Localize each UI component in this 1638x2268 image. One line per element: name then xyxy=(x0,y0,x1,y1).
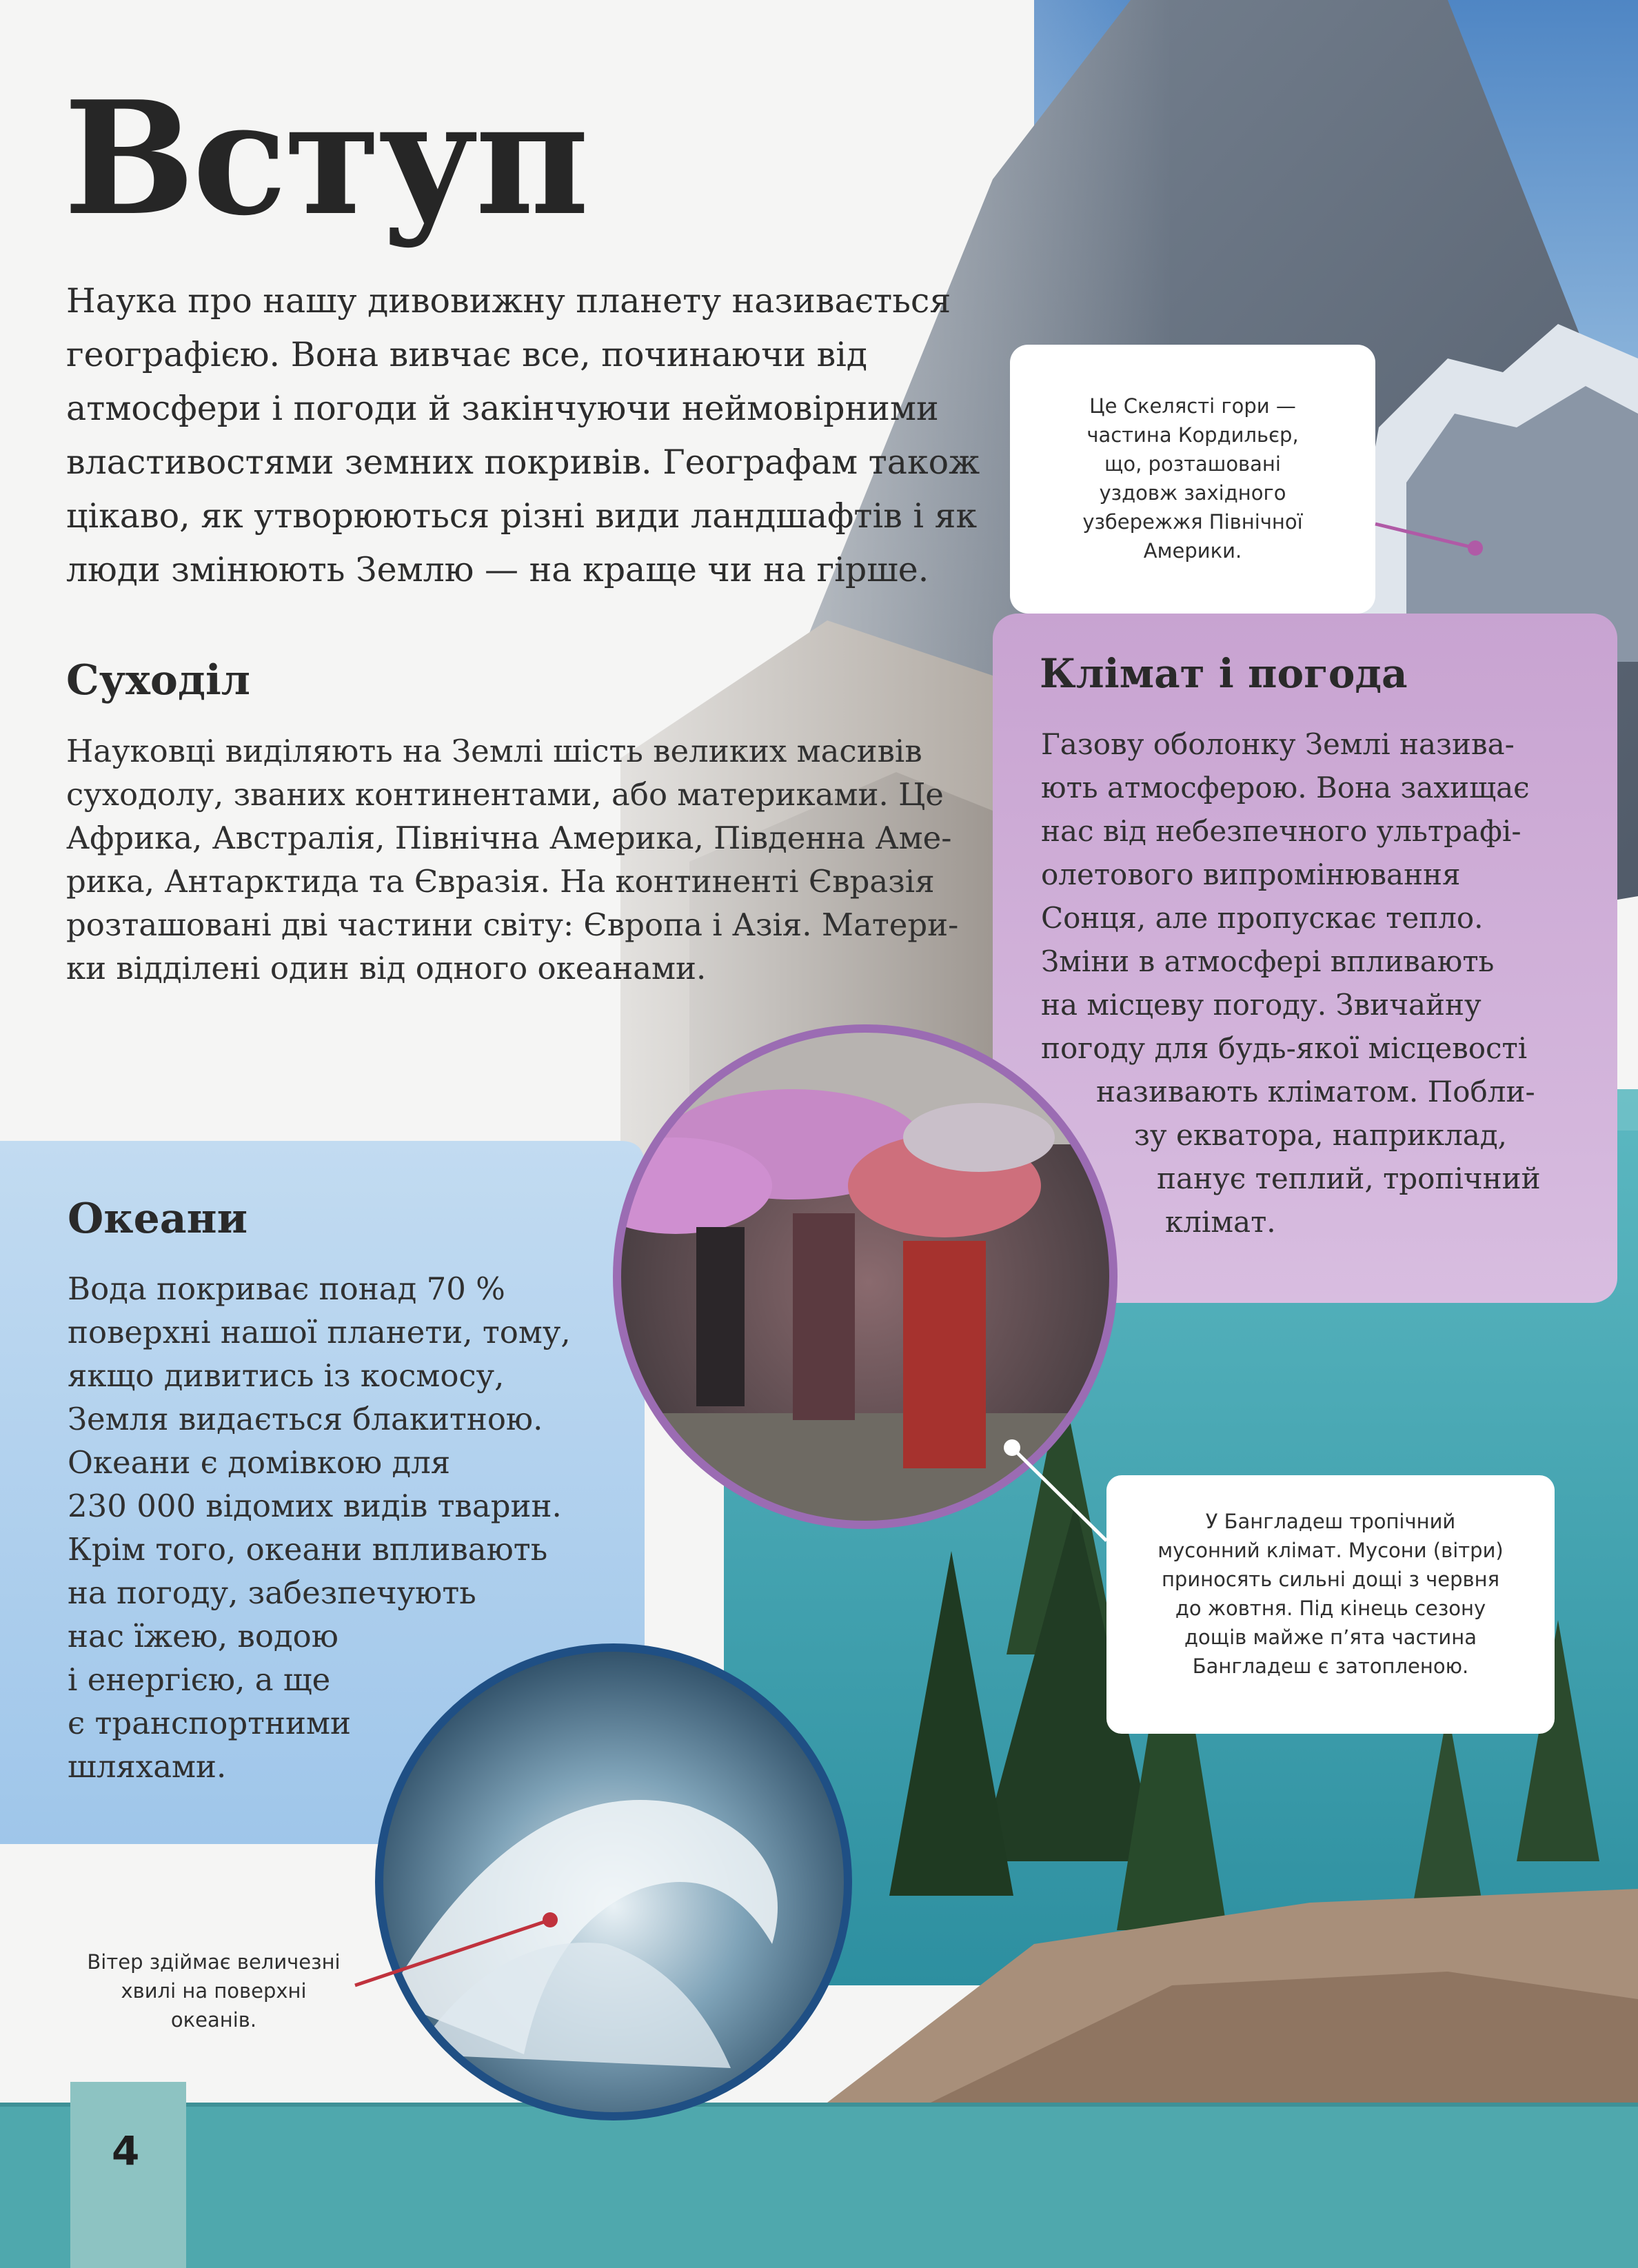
oceans-heading: Океани xyxy=(68,1195,248,1243)
land-line: Африка, Австралія, Північна Америка, Південна Аме- xyxy=(66,820,952,856)
climate-line: називають кліматом. Побли- xyxy=(1096,1075,1535,1108)
climate-line: клімат. xyxy=(1165,1205,1276,1239)
caption-line: У Бангладеш тропічний xyxy=(1205,1510,1456,1533)
page-title: Вступ xyxy=(63,68,587,250)
climate-line: Зміни в атмосфері впливають xyxy=(1041,944,1495,978)
climate-text xyxy=(1041,722,1606,1244)
caption-line: Вітер здіймає величезні xyxy=(87,1950,341,1974)
climate-line: на місцеву погоду. Звичайну xyxy=(1041,988,1482,1022)
intro-paragraph: Наука про нашу дивовижну планету називається географією. Вона вивчає все, починаючи від атмосфери і погоди й закінчуючи неймовірними властивостями земних покривів. Географам також цікаво, як утворюються різні види ландшафтів і як люди змінюють Землю — на краще чи на гірше. xyxy=(66,281,980,589)
oceans-text xyxy=(68,1267,619,1788)
page-number: 4 xyxy=(112,2127,140,2174)
oceans-line: на погоду, забезпечують xyxy=(68,1575,476,1611)
land-line: суходолу, званих континентами, або материками. Це xyxy=(66,776,944,813)
caption-line: уздовж західного xyxy=(1099,481,1286,505)
rockies-caption xyxy=(1020,392,1365,565)
oceans-line: поверхні нашої планети, тому, xyxy=(68,1314,571,1350)
waves-caption xyxy=(62,1947,365,2034)
oceans-line: Крім того, океани впливають xyxy=(68,1531,548,1568)
land-line: рика, Антарктида та Євразія. На континенті Євразія xyxy=(66,863,935,900)
caption-line: океанів. xyxy=(170,2008,257,2032)
caption-line: хвилі на поверхні xyxy=(121,1979,307,2003)
climate-line: нас від небезпечного ультрафі- xyxy=(1041,814,1521,848)
climate-line: олетового випромінювання xyxy=(1041,858,1461,891)
caption-line: що, розташовані xyxy=(1104,452,1281,476)
oceans-line: є транспортними xyxy=(68,1705,351,1741)
oceans-line: Вода покриває понад 70 % xyxy=(68,1270,505,1307)
land-line: розташовані дві частини світу: Європа і Азія. Матери- xyxy=(66,907,959,943)
climate-heading: Клімат і погода xyxy=(1040,650,1408,697)
climate-line: Газову оболонку Землі назива- xyxy=(1041,727,1515,761)
oceans-line: і енергією, а ще xyxy=(68,1661,331,1698)
caption-line: Бангладеш є затопленою. xyxy=(1192,1654,1469,1678)
land-line: Науковці виділяють на Землі шість великих масивів xyxy=(66,733,922,769)
climate-line: панує теплий, тропічний xyxy=(1157,1162,1541,1195)
land-heading: Суходіл xyxy=(66,656,251,705)
climate-line: ють атмосферою. Вона захищає xyxy=(1041,771,1530,804)
caption-line: Америки. xyxy=(1143,539,1242,563)
caption-line: узбережжя Північної xyxy=(1082,510,1303,534)
climate-line: зу екватора, наприклад, xyxy=(1134,1118,1507,1152)
caption-line: до жовтня. Під кінець сезону xyxy=(1175,1597,1486,1620)
caption-line: дощів майже п’ята частина xyxy=(1184,1626,1477,1649)
climate-line: Сонця, але пропускає тепло. xyxy=(1041,901,1484,935)
oceans-line: шляхами. xyxy=(68,1748,227,1785)
climate-line: погоду для будь-якої місцевості xyxy=(1041,1031,1528,1065)
bangladesh-caption xyxy=(1113,1507,1548,1681)
oceans-line: Океани є домівкою для xyxy=(68,1444,451,1481)
land-line: ки відділені один від одного океанами. xyxy=(66,950,707,986)
oceans-line: якщо дивитись із космосу, xyxy=(68,1357,505,1394)
caption-line: мусонний клімат. Мусони (вітри) xyxy=(1157,1539,1504,1562)
caption-line: частина Кордильєр, xyxy=(1086,423,1299,447)
caption-line: Це Скелясті гори — xyxy=(1089,394,1296,418)
caption-line: приносять сильні дощі з червня xyxy=(1161,1568,1500,1591)
land-text xyxy=(66,729,990,990)
oceans-line: нас їжею, водою xyxy=(68,1618,338,1654)
oceans-line: 230 000 відомих видів тварин. xyxy=(68,1488,562,1524)
page-number-tab xyxy=(70,2082,186,2268)
oceans-line: Земля видається блакитною. xyxy=(68,1401,543,1437)
